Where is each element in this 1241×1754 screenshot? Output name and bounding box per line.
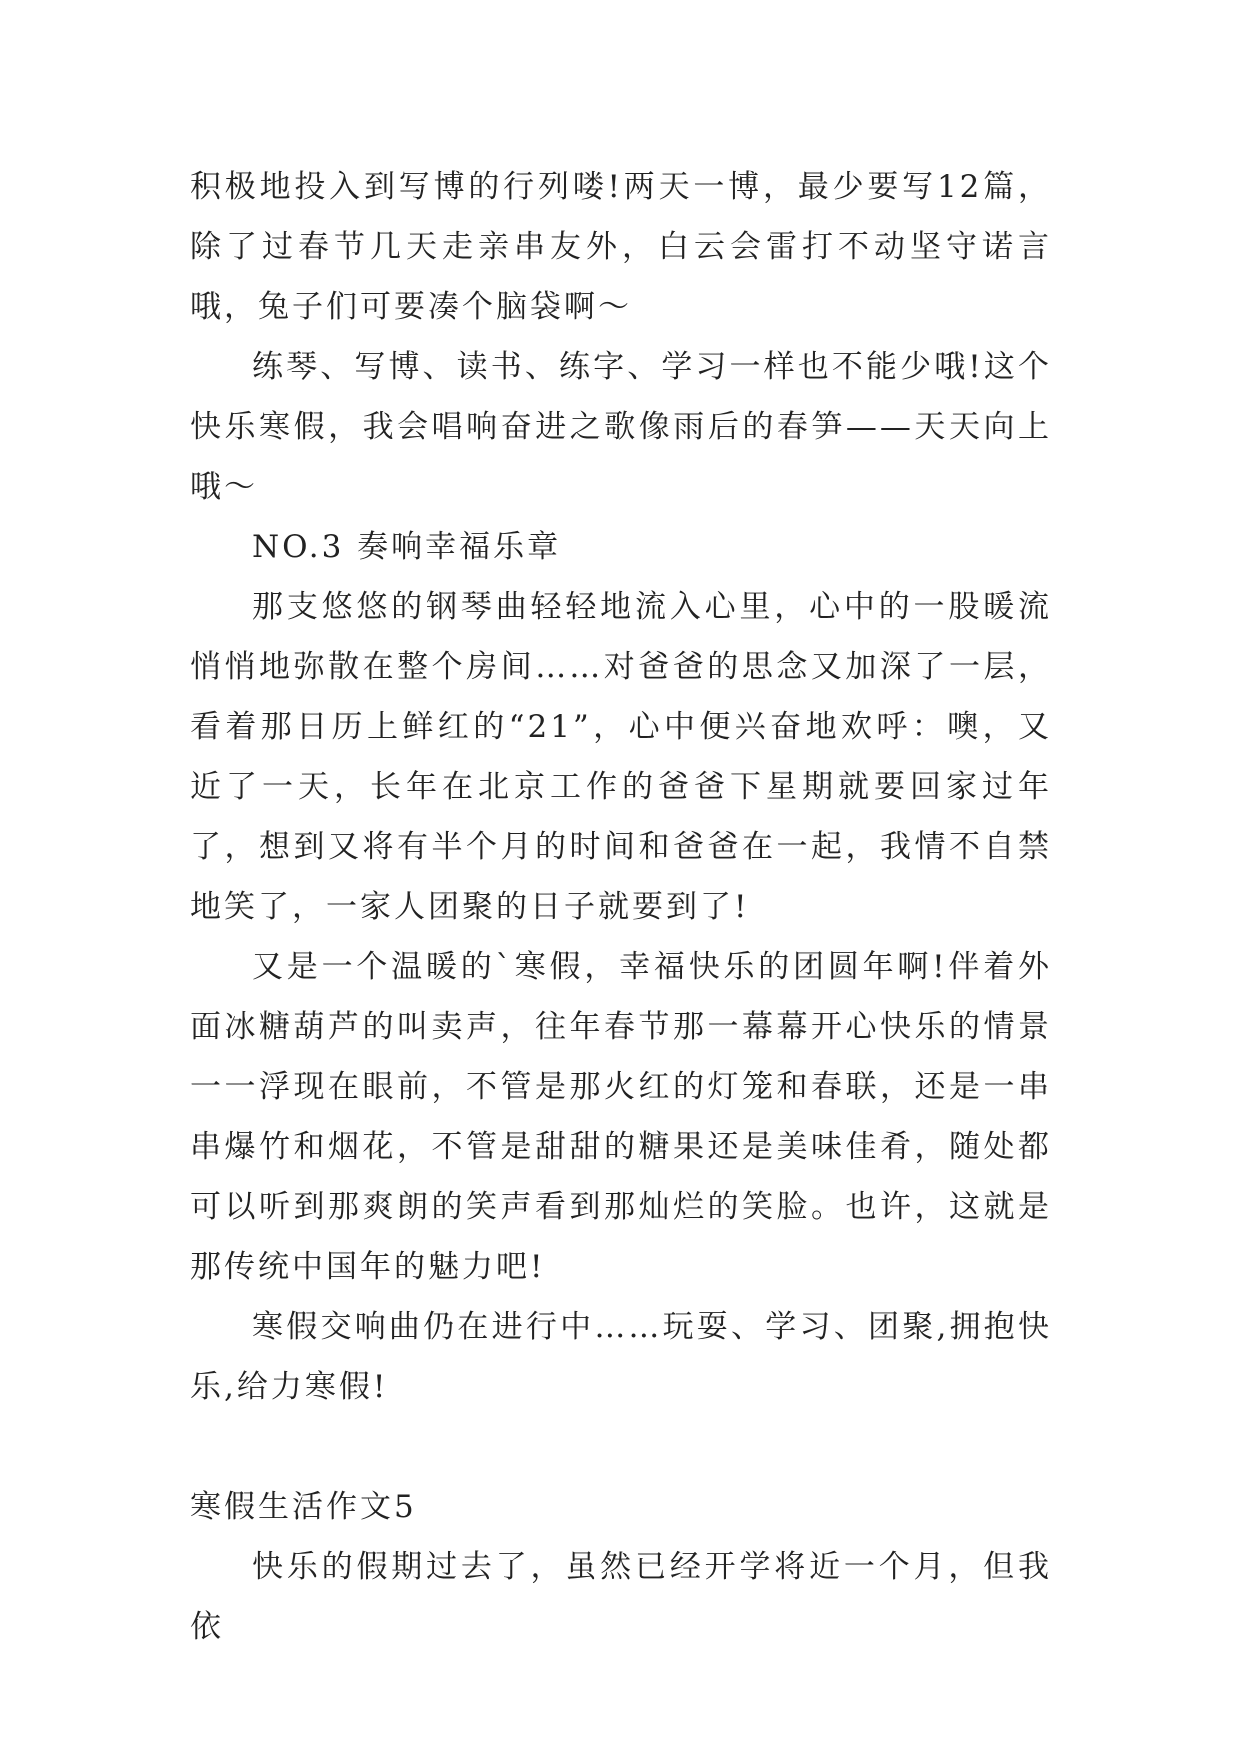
section-title: 寒假生活作文5 [190, 1489, 417, 1525]
paragraph-continued: 积极地投入到写博的行列喽!两天一博，最少要写12篇，除了过春节几天走亲串友外，白云会雷打不动坚守诺言哦，兔子们可要凑个脑袋啊～ [190, 169, 1052, 325]
paragraph-final: 快乐的假期过去了，虽然已经开学将近一个月，但我依 [190, 1549, 1052, 1645]
paragraph-symphony: 寒假交响曲仍在进行中……玩耍、学习、团聚,拥抱快乐,给力寒假! [190, 1309, 1052, 1405]
subheading-no3: NO.3 奏响幸福乐章 [252, 529, 562, 565]
paragraph-piano: 那支悠悠的钢琴曲轻轻地流入心里，心中的一股暖流悄悄地弥散在整个房间……对爸爸的思念又加深了一层，看着那日历上鲜红的“21”，心中便兴奋地欢呼：噢，又近了一天，长年在北京工作的爸爸下星期就要回家过年了，想到又将有半个月的时间和爸爸在一起，我情不自禁地笑了，一家人团聚的日子就要到了! [190, 589, 1052, 925]
paragraph-new-year: 又是一个温暖的`寒假，幸福快乐的团圆年啊!伴着外面冰糖葫芦的叫卖声，往年春节那一幕幕开心快乐的情景一一浮现在眼前，不管是那火红的灯笼和春联，还是一串串爆竹和烟花，不管是甜甜的糖果还是美味佳肴，随处都可以听到那爽朗的笑声看到那灿烂的笑脸。也许，这就是那传统中国年的魅力吧! [190, 949, 1052, 1285]
document-body [190, 157, 1052, 1657]
paragraph-practice: 练琴、写博、读书、练字、学习一样也不能少哦!这个快乐寒假，我会唱响奋进之歌像雨后的春笋——天天向上哦～ [190, 349, 1052, 505]
